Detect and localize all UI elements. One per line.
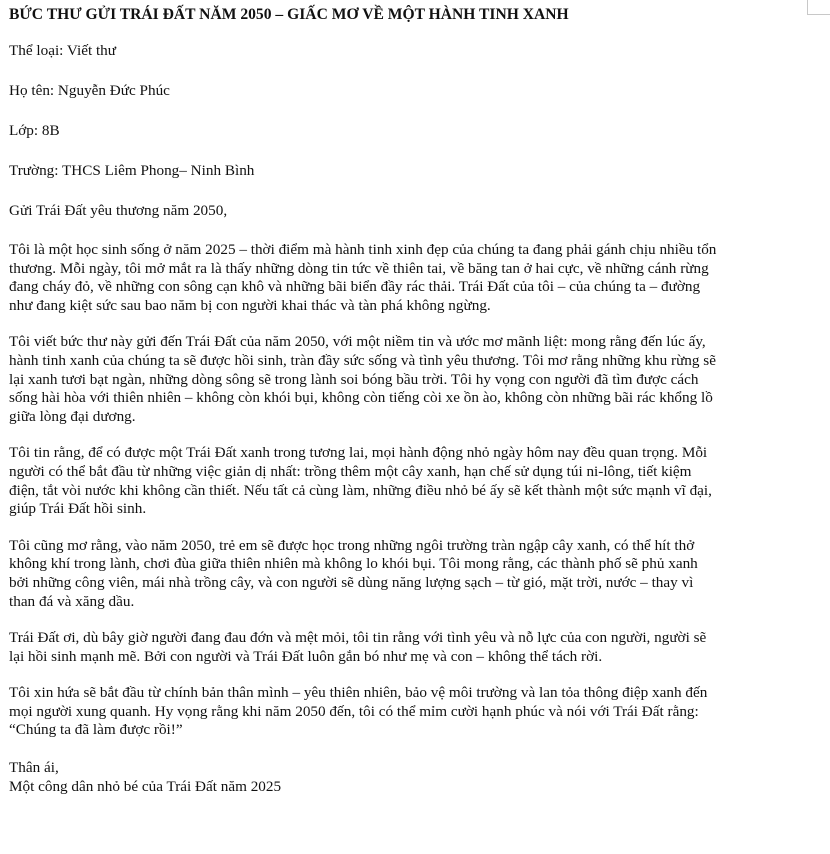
paragraph-line: Tôi viết bức thư này gửi đến Trái Đất của năm 2050, với một niềm tin và ước mơ mãnh liệt: mong rằng đến lúc ấy, [9, 333, 706, 351]
salutation-line: Gửi Trái Đất yêu thương năm 2050, [9, 202, 228, 219]
paragraph-line: điện, tắt vòi nước khi không cần thiết. Nếu tất cả cùng làm, những điều nhỏ bé ấy sẽ kết thành một sức mạnh vĩ đại, [9, 481, 712, 499]
paragraph-line: như đang kiệt sức sau bao năm bị con người khai thác và tàn phá không ngừng. [9, 296, 491, 314]
paragraph-line: người có thể bắt đầu từ những việc giản dị nhất: trồng thêm một cây xanh, hạn chế sử dụng túi ni-lông, tiết kiệm [9, 462, 692, 480]
closing-greeting: Thân ái, [9, 759, 59, 777]
paragraph-line: lại hồi sinh mạnh mẽ. Bởi con người và Trái Đất luôn gắn bó như mẹ và con – không thể tách rời. [9, 647, 603, 665]
paragraph-line: Tôi là một học sinh sống ở năm 2025 – thời điểm mà hành tinh xinh đẹp của chúng ta đang phải gánh chịu nhiều tổn [9, 241, 717, 258]
class-line: Lớp: 8B [9, 122, 60, 139]
paragraph-line: lại xanh tươi bạt ngàn, những dòng sông sẽ trong lành soi bóng bầu trời. Tôi hy vọng con người đã tìm được cách [9, 370, 699, 388]
paragraph-line: “Chúng ta đã làm được rồi!” [9, 721, 183, 739]
paragraph-line: mọi người xung quanh. Hy vọng rằng khi năm 2050 đến, tôi có thể mỉm cười hạnh phúc và nói với Trái Đất rằng: [9, 702, 699, 720]
paragraph-line: Tôi xin hứa sẽ bắt đầu từ chính bản thân mình – yêu thiên nhiên, bảo vệ môi trường và lan tỏa thông điệp xanh đến [9, 684, 708, 702]
paragraph-5 [9, 629, 779, 666]
paragraph-1 [9, 241, 779, 315]
paragraph-line: than đá và xăng dầu. [9, 592, 135, 610]
paragraph-3 [9, 444, 779, 518]
paragraph-line: giúp Trái Đất hồi sinh. [9, 500, 147, 518]
signature-line: Một công dân nhỏ bé của Trái Đất năm 2025 [9, 778, 282, 796]
paragraph-line: Trái Đất ơi, dù bây giờ người đang đau đớn và mệt mỏi, tôi tin rằng với tình yêu và nỗ lực của con người, người sẽ [9, 629, 707, 647]
paragraph-line: giữa lòng đại dương. [9, 407, 136, 425]
paragraph-line: Tôi cũng mơ rằng, vào năm 2050, trẻ em sẽ được học trong những ngôi trường tràn ngập cây xanh, có thể hít thở [9, 536, 695, 554]
paragraph-line: đang cháy đỏ, về những con sông cạn khô và những bãi biển đầy rác thải. Trái Đất của tôi – của chúng ta – đường [9, 278, 701, 296]
paragraph-line: Tôi tin rằng, để có được một Trái Đất xanh trong tương lai, mọi hành động nhỏ ngày hôm nay đều quan trọng. Mỗi [9, 444, 708, 462]
document-title: BỨC THƯ GỬI TRÁI ĐẤT NĂM 2050 – GIẤC MƠ VỀ MỘT HÀNH TINH XANH [9, 6, 569, 23]
document-body [9, 4, 779, 796]
genre-line: Thể loại: Viết thư [9, 42, 117, 59]
paragraph-line: bởi những công viên, mái nhà trồng cây, và con người sẽ dùng năng lượng sạch – từ gió, mặt trời, nước – thay vì [9, 573, 694, 591]
window-corner-box [807, 0, 830, 15]
paragraph-6 [9, 684, 779, 740]
paragraph-4 [9, 537, 779, 611]
school-line: Trường: THCS Liêm Phong– Ninh Bình [9, 162, 255, 179]
paragraph-line: sống hài hòa với thiên nhiên – không còn khói bụi, không còn tiếng còi xe ồn ào, không còn những bãi rác khổng lồ [9, 389, 713, 407]
paragraph-line: hành tinh xanh của chúng ta sẽ được hồi sinh, tràn đầy sức sống và tình yêu thương. Tôi mơ rằng những khu rừng sẽ [9, 351, 716, 369]
paragraph-line: thương. Mỗi ngày, tôi mở mắt ra là thấy những dòng tin tức về thiên tai, về băng tan ở hai cực, về những cánh rừng [9, 259, 709, 277]
paragraph-2 [9, 333, 779, 426]
paragraph-line: không khí trong lành, chơi đùa giữa thiên nhiên mà không lo khói bụi. Tôi mong rằng, các thành phố sẽ phủ xanh [9, 555, 698, 573]
author-name-line: Họ tên: Nguyễn Đức Phúc [9, 82, 170, 99]
